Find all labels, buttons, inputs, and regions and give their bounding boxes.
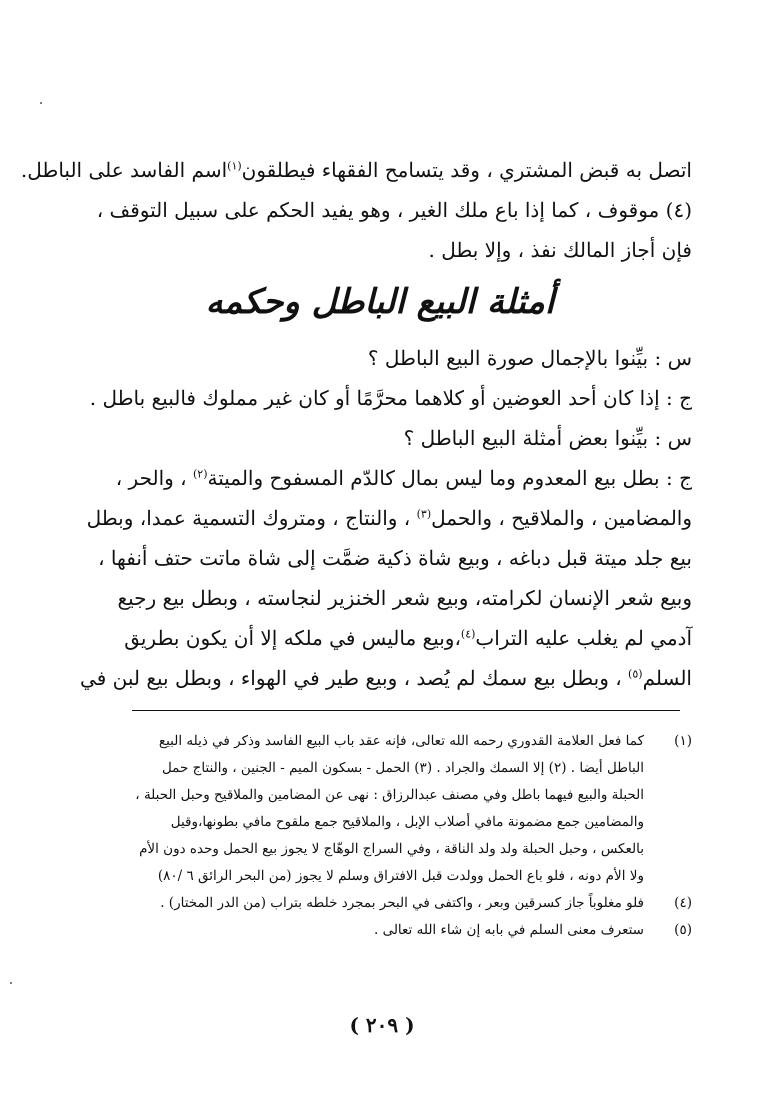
text-segment: ، والنتاج ، ومتروك التسمية عمدا، وبطل bbox=[86, 506, 417, 530]
footnote-ref[interactable]: (٤) bbox=[460, 627, 476, 641]
text-segment: والمضامين ، والملاقيح ، والحمل bbox=[431, 506, 692, 530]
footnote-text: الحبلة والبيع فيهما باطل وفي مصنف عبدالرزاق : نهى عن المضامين والملاقيح وحبل الحبلة ، bbox=[135, 787, 644, 803]
footnote-ref[interactable]: (٣) bbox=[416, 507, 432, 521]
footnote-text: والمضامين جمع مضمونة مافي أصلاب الإبل ، والملاقيح جمع ملقوح مافي بطونها،وقيل bbox=[170, 814, 644, 830]
footnote-number bbox=[644, 755, 692, 782]
footnote-line bbox=[70, 728, 692, 755]
text-segment: ، وبطل بيع سمك لم يُصد ، وبيع طير في الهواء ، وبطل بيع لبن في bbox=[80, 666, 629, 690]
footnote-line bbox=[70, 836, 692, 863]
section-heading: أمثلة البيع الباطل وحكمه bbox=[205, 282, 555, 322]
footnotes bbox=[70, 728, 692, 944]
footnote-text: الباطل أيضا . (٢) إلا السمك والجراد . (٣) الحمل - بسكون الميم - الجنين ، والنتاج حمل bbox=[161, 760, 644, 776]
footnote-line bbox=[70, 863, 692, 890]
scan-speck bbox=[40, 102, 42, 104]
footnote-line bbox=[70, 917, 692, 944]
text-segment: ج : بطل بيع المعدوم وما ليس بمال كالدّم المسفوح والميتة bbox=[207, 466, 692, 490]
text-segment: آدمي لم يغلب عليه التراب bbox=[475, 626, 692, 650]
footnote-number bbox=[644, 782, 692, 809]
text-segment: ، والحر ، bbox=[115, 466, 193, 490]
answer-line bbox=[68, 658, 692, 698]
question-line: س : بيِّنوا بعض أمثلة البيع الباطل ؟ bbox=[403, 426, 692, 450]
answer-line: وبيع شعر الإنسان لكرامته، وبيع شعر الخنزير لنجاسته ، وبطل بيع رجيع bbox=[117, 586, 692, 610]
footnote-number: (٥) bbox=[674, 922, 692, 938]
footnote-ref[interactable]: (١) bbox=[227, 159, 242, 173]
footnote-ref[interactable]: (٥) bbox=[628, 667, 643, 681]
text-segment: اسم الفاسد على الباطل. bbox=[20, 158, 228, 182]
text-segment: اتصل به قبض المشتري ، وقد يتسامح الفقهاء فيطلقون bbox=[241, 158, 692, 182]
question-line: س : بيِّنوا بالإجمال صورة البيع الباطل ؟ bbox=[367, 346, 692, 370]
answer-line bbox=[68, 618, 692, 658]
text-line: (٤) موقوف ، كما إذا باع ملك الغير ، وهو يفيد الحكم على سبيل التوقف ، bbox=[96, 198, 692, 222]
footnote-divider bbox=[132, 710, 680, 711]
footnote-text: فلو مغلوباً جاز كسرقين وبعر ، واكتفى في البحر بمجرد خلطه بتراب (من الدر المختار) . bbox=[160, 895, 644, 911]
scan-speck bbox=[10, 982, 12, 984]
footnote-text: ستعرف معنى السلم في بابه إن شاء الله تعالى . bbox=[373, 922, 644, 938]
footnote-text: بالعكس ، وحبل الحبلة ولد ولد الناقة ، وفي السراج الوهّاج لا يجوز بيع الحمل وحده دون الأم bbox=[139, 841, 644, 857]
text-segment: ،وبيع ماليس في ملكه إلا أن يكون بطريق bbox=[124, 626, 461, 650]
text-line bbox=[20, 150, 692, 190]
footnote-line bbox=[70, 755, 692, 782]
footnote-ref[interactable]: (٢) bbox=[192, 467, 208, 481]
answer-line: ج : إذا كان أحد العوضين أو كلاهما محرَّمًا أو كان غير مملوك فالبيع باطل . bbox=[89, 386, 692, 410]
answer-line: بيع جلد ميتة قبل دباغه ، وبيع شاة ذكية ضمَّت إلى شاة ماتت حتف أنفها ، bbox=[98, 546, 692, 570]
footnote-line bbox=[70, 809, 692, 836]
footnote-number: (٤) bbox=[674, 895, 692, 911]
text-segment: السلم bbox=[642, 666, 692, 690]
footnote-number bbox=[644, 863, 692, 890]
text-line: فإن أجاز المالك نفذ ، وإلا بطل . bbox=[428, 238, 692, 262]
footnote-text: كما فعل العلامة القدوري رحمه الله تعالى، فإنه عقد باب البيع الفاسد وذكر في ذيله البيع bbox=[158, 733, 644, 749]
main-text bbox=[20, 150, 692, 698]
footnote-number bbox=[644, 836, 692, 863]
footnote-text: ولا الأم دونه ، فلو باع الحمل وولدت قبل الافتراق وسلم لا يجوز (من البحر الرائق ٦ /٨٠) bbox=[157, 868, 644, 884]
footnote-number bbox=[644, 809, 692, 836]
answer-line bbox=[68, 458, 692, 498]
footnote-number: (١) bbox=[674, 733, 692, 749]
answer-line bbox=[68, 498, 692, 538]
footnote-line bbox=[70, 782, 692, 809]
page-number: ( ٢٠٩ ) bbox=[349, 1013, 415, 1037]
footnote-line bbox=[70, 890, 692, 917]
